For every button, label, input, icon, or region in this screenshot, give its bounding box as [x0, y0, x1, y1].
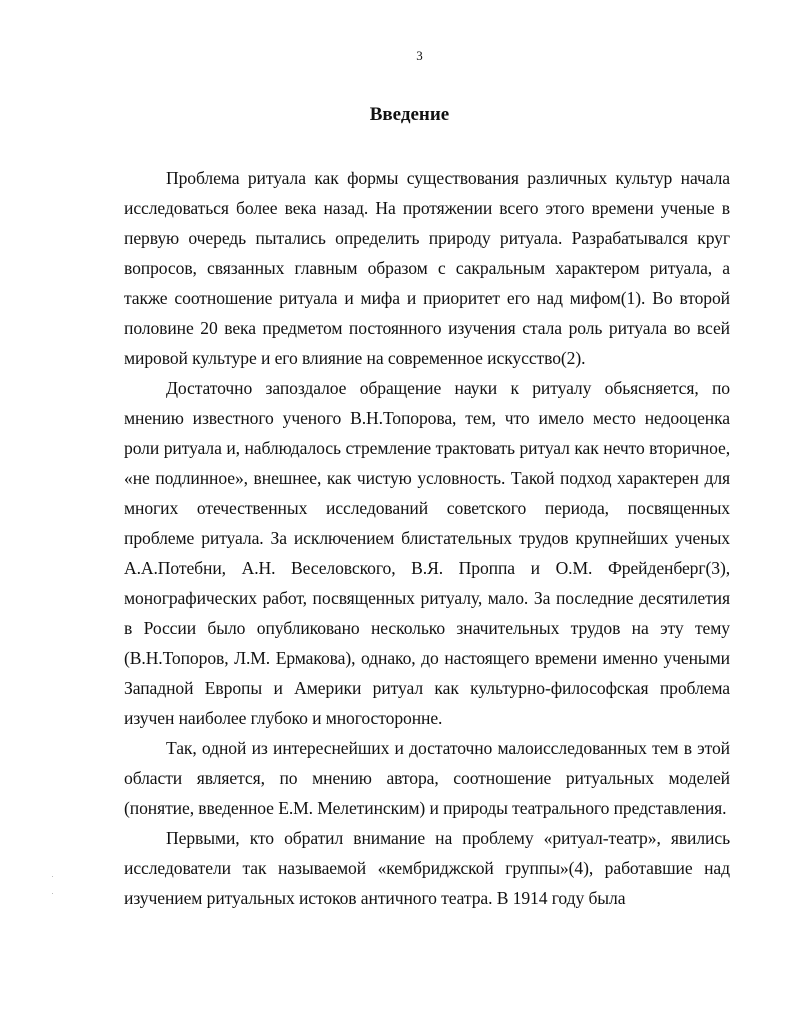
- body-text: [124, 163, 730, 913]
- paragraph-2: Достаточно запоздалое обращение науки к ритуалу обьясняется, по мнению известного ученого В.Н.Топорова, тем, что имело место недооценка роли ритуала и, наблюдалось стремление трактовать ритуал как нечто вторичное, «не подлинное», внешнее, как чистую условность. Такой подход характерен для многих отечественных исследований советского периода, посвященных проблеме ритуала. За исключением блистательных трудов крупнейших ученых А.А.Потебни, А.Н. Веселовского, В.Я. Проппа и О.М. Фрейденберг(3), монографических работ, посвященных ритуалу, мало. За последние десятилетия в России было опубликовано несколько значительных трудов на эту тему (В.Н.Топоров, Л.М. Ермакова), однако, до настоящего времени именно учеными Западной Европы и Америки ритуал как культурно-философская проблема изучен наиболее глубоко и многосторонне.: [124, 378, 730, 728]
- paragraph-4: Первыми, кто обратил внимание на проблему «ритуал-театр», явились исследователи так называемой «кембриджской группы»(4), работавшие над изучением ритуальных истоков античного театра. В 1914 году была: [124, 828, 730, 908]
- scan-speck: [52, 876, 53, 877]
- paragraph-1: Проблема ритуала как формы существования различных культур начала исследоваться более века назад. На протяжении всего этого времени ученые в первую очередь пытались определить природу ритуала. Разрабатывался круг вопросов, связанных главным образом с сакральным характером ритуала, а также соотношение ритуала и мифа и приоритет его над мифом(1). Во второй половине 20 века предметом постоянного изучения стала роль ритуала во всей мировой культуре и его влияние на современное искусство(2).: [124, 168, 730, 368]
- page-title: Введение: [369, 104, 450, 125]
- scan-speck: [52, 893, 53, 894]
- page-number: 3: [416, 48, 423, 63]
- paragraph-3: Так, одной из интереснейших и достаточно малоисследованных тем в этой области является, по мнению автора, соотношение ритуальных моделей (понятие, введенное Е.М. Мелетинским) и природы театрального представления.: [124, 738, 730, 818]
